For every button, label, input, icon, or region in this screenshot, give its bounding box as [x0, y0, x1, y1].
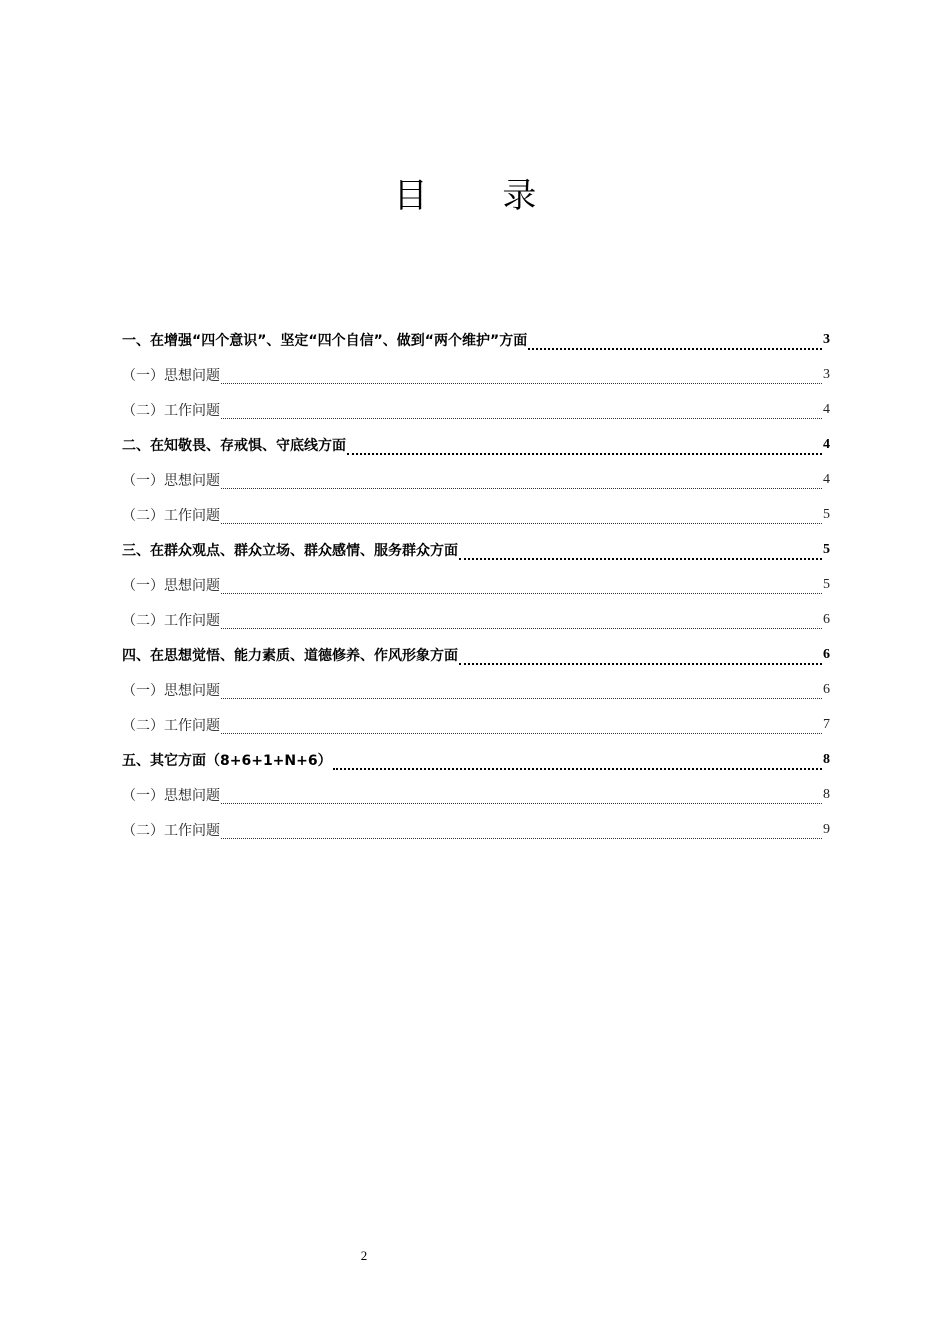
toc-entry-page: 3: [823, 331, 830, 347]
toc-leader-dots: [221, 509, 822, 524]
toc-entry-page: 8: [823, 786, 830, 802]
toc-entry[interactable]: [122, 427, 830, 462]
toc-entry-page: 4: [823, 436, 830, 452]
toc-entry-label: （一）思想问题: [122, 787, 220, 804]
toc-entry-label: 四、在思想觉悟、能力素质、道德修养、作风形象方面: [122, 647, 458, 664]
toc-leader-dots: [333, 754, 822, 770]
toc-entry-label: 一、在增强“四个意识”、坚定“四个自信”、做到“两个维护”方面: [122, 332, 528, 349]
toc-entry-page: 4: [823, 471, 830, 487]
toc-entry-label: （一）思想问题: [122, 577, 220, 594]
toc-entry-page: 5: [823, 506, 830, 522]
toc-entry-page: 5: [823, 541, 830, 557]
toc-entry-label: （一）思想问题: [122, 367, 220, 384]
toc-leader-dots: [459, 649, 822, 665]
toc-leader-dots: [459, 544, 822, 560]
toc-entry[interactable]: [122, 602, 830, 637]
toc-entry-page: 6: [823, 681, 830, 697]
toc-entry[interactable]: [122, 497, 830, 532]
toc-entry-page: 6: [823, 646, 830, 662]
toc-leader-dots: [221, 789, 822, 804]
toc-entry[interactable]: [122, 707, 830, 742]
toc-leader-dots: [221, 369, 822, 384]
toc-entry-label: （一）思想问题: [122, 472, 220, 489]
toc-leader-dots: [528, 334, 822, 350]
toc-leader-dots: [221, 824, 822, 839]
toc-entry-page: 8: [823, 751, 830, 767]
toc-entry-page: 4: [823, 401, 830, 417]
toc-entry-label: （二）工作问题: [122, 717, 220, 734]
toc-leader-dots: [221, 404, 822, 419]
toc-entry-label: （二）工作问题: [122, 402, 220, 419]
toc-entry-label: （一）思想问题: [122, 682, 220, 699]
toc-entry[interactable]: [122, 637, 830, 672]
toc-leader-dots: [347, 439, 822, 455]
toc-entry[interactable]: [122, 322, 830, 357]
toc-entry[interactable]: [122, 392, 830, 427]
toc-entry-label: 五、其它方面（8+6+1+N+6）: [122, 752, 332, 769]
toc-entry-label: 三、在群众观点、群众立场、群众感情、服务群众方面: [122, 542, 458, 559]
toc-entry-label: 二、在知敬畏、存戒惧、守底线方面: [122, 437, 346, 454]
toc-title: 目 录: [393, 176, 569, 216]
toc-entry[interactable]: [122, 812, 830, 847]
toc-entry[interactable]: [122, 672, 830, 707]
toc-leader-dots: [221, 684, 822, 699]
table-of-contents: [122, 322, 830, 847]
toc-entry[interactable]: [122, 777, 830, 812]
toc-entry-label: （二）工作问题: [122, 612, 220, 629]
toc-leader-dots: [221, 474, 822, 489]
toc-leader-dots: [221, 579, 822, 594]
page-number: 2: [360, 1248, 368, 1263]
toc-entry-page: 9: [823, 821, 830, 837]
toc-entry-page: 3: [823, 366, 830, 382]
toc-entry[interactable]: [122, 357, 830, 392]
toc-entry[interactable]: [122, 742, 830, 777]
toc-entry[interactable]: [122, 567, 830, 602]
toc-entry[interactable]: [122, 532, 830, 567]
toc-leader-dots: [221, 719, 822, 734]
toc-entry-page: 5: [823, 576, 830, 592]
toc-entry-label: （二）工作问题: [122, 822, 220, 839]
toc-entry[interactable]: [122, 462, 830, 497]
toc-entry-page: 7: [823, 716, 830, 732]
toc-entry-page: 6: [823, 611, 830, 627]
toc-entry-label: （二）工作问题: [122, 507, 220, 524]
toc-leader-dots: [221, 614, 822, 629]
